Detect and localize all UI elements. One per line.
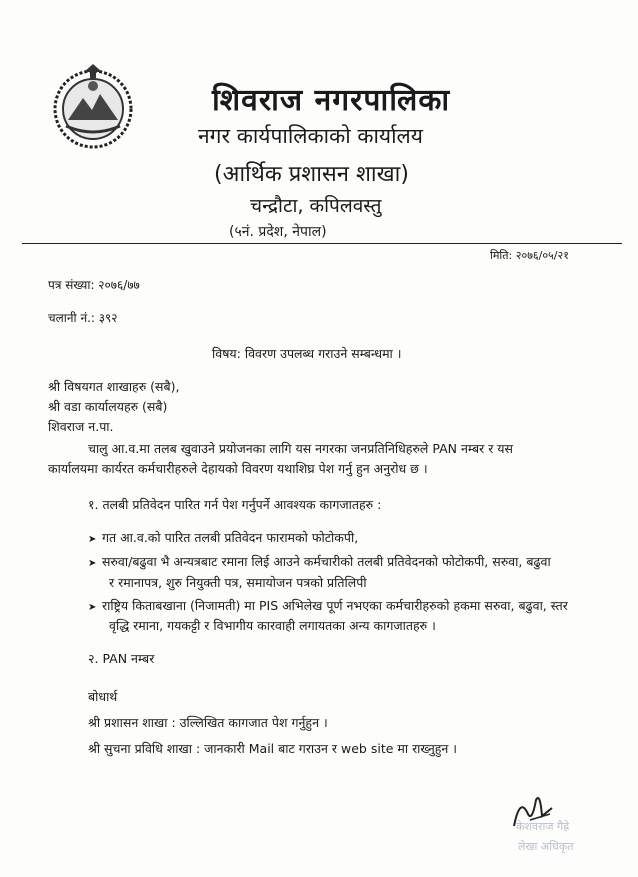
- header-divider: [22, 243, 622, 244]
- branch-name: (आर्थिक प्रशासन शाखा): [214, 162, 409, 187]
- stamp-name: केशवराज गैह्रे: [516, 820, 570, 833]
- arrow-bullet-icon: ➤: [88, 602, 97, 613]
- arrow-bullet-icon: ➤: [88, 534, 97, 545]
- list-item: [88, 529, 358, 546]
- list-item: [88, 553, 551, 570]
- list-item-continuation: वृद्धि रमाना, गयकट्टी र विभागीय कारवाही लगायतका अन्य कागजातहरु ।: [109, 618, 436, 633]
- municipality-emblem: [48, 62, 138, 152]
- body-paragraph-line: कार्यालयमा कार्यरत कर्मचारीहरुले देहायको विवरण यथाशिघ्र पेश गर्नु हुन अनुरोध छ ।: [48, 461, 428, 476]
- list-item: [88, 597, 568, 614]
- requirement-item-2: २. PAN नम्बर: [88, 651, 155, 666]
- body-paragraph-line: चालु आ.व.मा तलब खुवाउने प्रयोजनका लागि यस नगरका जनप्रतिनिधिहरुले PAN नम्बर र यस: [88, 441, 513, 456]
- info-line: श्री प्रशासन शाखा : उल्लिखित कागजात पेश गर्नुहुन ।: [88, 715, 328, 730]
- stamp-title: लेखा अधिकृत: [518, 840, 574, 853]
- info-heading: बोधार्थ: [88, 689, 118, 704]
- letter-subject: विषय: विवरण उपलब्ध गराउने सम्बन्धमा ।: [212, 346, 402, 361]
- province: (५नं. प्रदेश, नेपाल): [229, 224, 327, 240]
- list-item-text: राष्ट्रिय किताबखाना (निजामती) मा PIS अभिलेख पूर्ण नभएका कर्मचारीहरुको हकमा सरुवा, बढुवा, स्तर: [102, 598, 568, 613]
- list-item-text: सरुवा/बढुवा भै अन्यत्रबाट रमाना लिई आउने कर्मचारीको तलबी प्रतिवेदनको फोटोकपी, सरुवा, बढुवा: [102, 554, 551, 569]
- official-stamp: [478, 800, 628, 870]
- list-item-text: गत आ.व.को पारित तलबी प्रतिवेदन फारामको फोटोकपी,: [102, 530, 359, 545]
- info-line: श्री सुचना प्रविधि शाखा : जानकारी Mail बाट गराउन र web site मा राख्नुहुन ।: [88, 741, 458, 756]
- letter-number: पत्र संख्या: २०७६/७७: [48, 278, 140, 292]
- recipient-line: श्री वडा कार्यालयहरु (सबै): [48, 399, 168, 414]
- letter-date: मिति: २०७६/०५/२१: [490, 249, 569, 262]
- requirement-item-1: १. तलबी प्रतिवेदन पारित गर्न पेश गर्नुपर्ने आवश्यक कागजातहरु :: [88, 497, 382, 512]
- list-item-continuation: र रमानापत्र, शुरु नियुक्ती पत्र, समायोजन पत्रको प्रतिलिपी: [109, 575, 367, 590]
- dispatch-number: चलानी नं.: ३९२: [48, 311, 118, 325]
- arrow-bullet-icon: ➤: [88, 558, 97, 569]
- recipient-line: शिवराज न.पा.: [48, 419, 114, 434]
- office-name: नगर कार्यपालिकाको कार्यालय: [198, 124, 423, 148]
- municipality-title: शिवराज नगरपालिका: [212, 83, 451, 118]
- recipient-line: श्री विषयगत शाखाहरु (सबै),: [48, 379, 180, 394]
- location: चन्द्रौटा, कपिलवस्तु: [250, 195, 382, 217]
